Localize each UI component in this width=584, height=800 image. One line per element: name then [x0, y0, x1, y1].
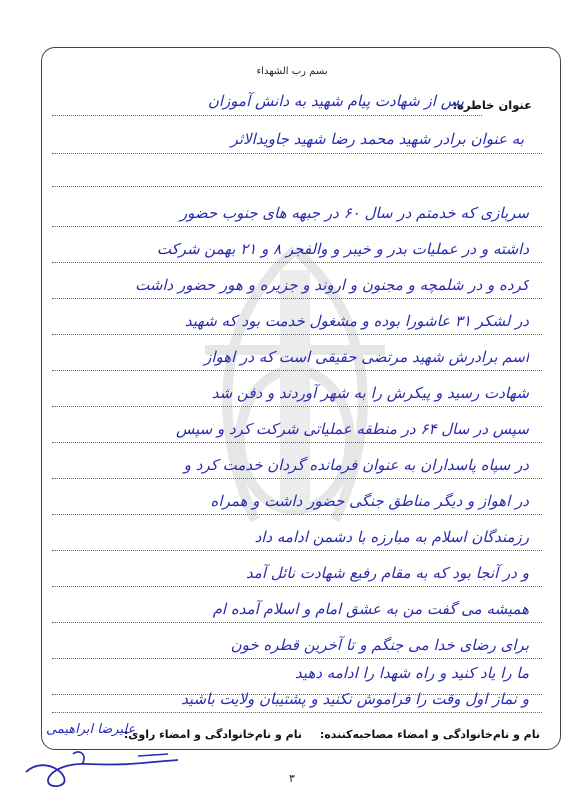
body-handwriting-line: در لشکر ۳۱ عاشورا بوده و مشغول خدمت بود که شهید: [184, 312, 529, 330]
body-handwriting-line: برای رضای خدا می جنگم و تا آخرین قطره خون: [230, 636, 529, 654]
body-handwriting-line: در سپاه پاسداران به عنوان فرمانده گردان خدمت کرد و: [183, 456, 529, 474]
body-handwriting-line: اسم برادرش شهید مرتضی حقیقی است که در اهواز: [204, 348, 529, 366]
memory-title-line-2: به عنوان برادر شهید محمد رضا شهید جاویدالاثر: [230, 130, 524, 148]
body-handwriting-line: ما را یاد کنید و راه شهدا را ادامه دهید: [295, 664, 529, 682]
title-dotted-line-1: [52, 115, 482, 116]
title-dotted-line-3: [52, 186, 542, 187]
body-dotted-line: [52, 262, 542, 263]
body-dotted-line: [52, 712, 542, 713]
body-handwriting-line: سربازی که خدمتم در سال ۶۰ در جبهه های جنوب حضور: [179, 204, 529, 222]
body-dotted-line: [52, 586, 542, 587]
body-handwriting-line: داشته و در عملیات بدر و خیبر و والفجر ۸ و ۲۱ بهمن شرکت: [156, 240, 529, 258]
narrator-name-handwriting: علیرضا ابراهیمی: [46, 722, 136, 737]
body-handwriting-line: کرده و در شلمچه و مجنون و اروند و جزیره و هور حضور داشت: [135, 276, 529, 294]
body-dotted-line: [52, 406, 542, 407]
body-handwriting-line: در اهواز و دیگر مناطق جنگی حضور داشت و همراه: [210, 492, 529, 510]
body-handwriting-line: همیشه می گفت من به عشق امام و اسلام آمده ام: [212, 600, 529, 618]
body-handwriting-line: و در آنجا بود که به مقام رفیع شهادت نائل آمد: [245, 564, 529, 582]
body-dotted-line: [52, 658, 542, 659]
body-dotted-line: [52, 622, 542, 623]
page-number: ۳: [289, 772, 295, 785]
body-dotted-line: [52, 514, 542, 515]
body-dotted-line: [52, 334, 542, 335]
basmala-header: بسم رب الشهداء: [256, 66, 328, 77]
body-dotted-line: [52, 226, 542, 227]
body-dotted-line: [52, 442, 542, 443]
body-dotted-line: [52, 478, 542, 479]
title-dotted-line-2: [52, 153, 542, 154]
body-handwriting-line: شهادت رسید و پیکرش را به شهر آوردند و دفن شد: [211, 384, 529, 402]
memory-title-label: عنوان خاطره:: [452, 98, 532, 112]
memory-title-line-1: پس از شهادت پیام شهید به دانش آموزان: [207, 92, 464, 110]
body-handwriting-line: سپس در سال ۶۴ در منطقه عملیاتی شرکت کرد و سپس: [175, 420, 529, 438]
body-dotted-line: [52, 370, 542, 371]
body-dotted-line: [52, 550, 542, 551]
interviewer-signature-label: نام و نام‌خانوادگی و امضاء مصاحبه‌کننده:: [319, 728, 540, 741]
narrator-signature-label: نام و نام‌خانوادگی و امضاء راوی:: [123, 728, 302, 741]
body-handwriting-line: رزمندگان اسلام به مبارزه با دشمن ادامه داد: [254, 528, 529, 546]
body-handwriting-line: و نماز اول وقت را فراموش نکنید و پشتیبان ولایت باشید: [181, 690, 529, 708]
body-dotted-line: [52, 298, 542, 299]
